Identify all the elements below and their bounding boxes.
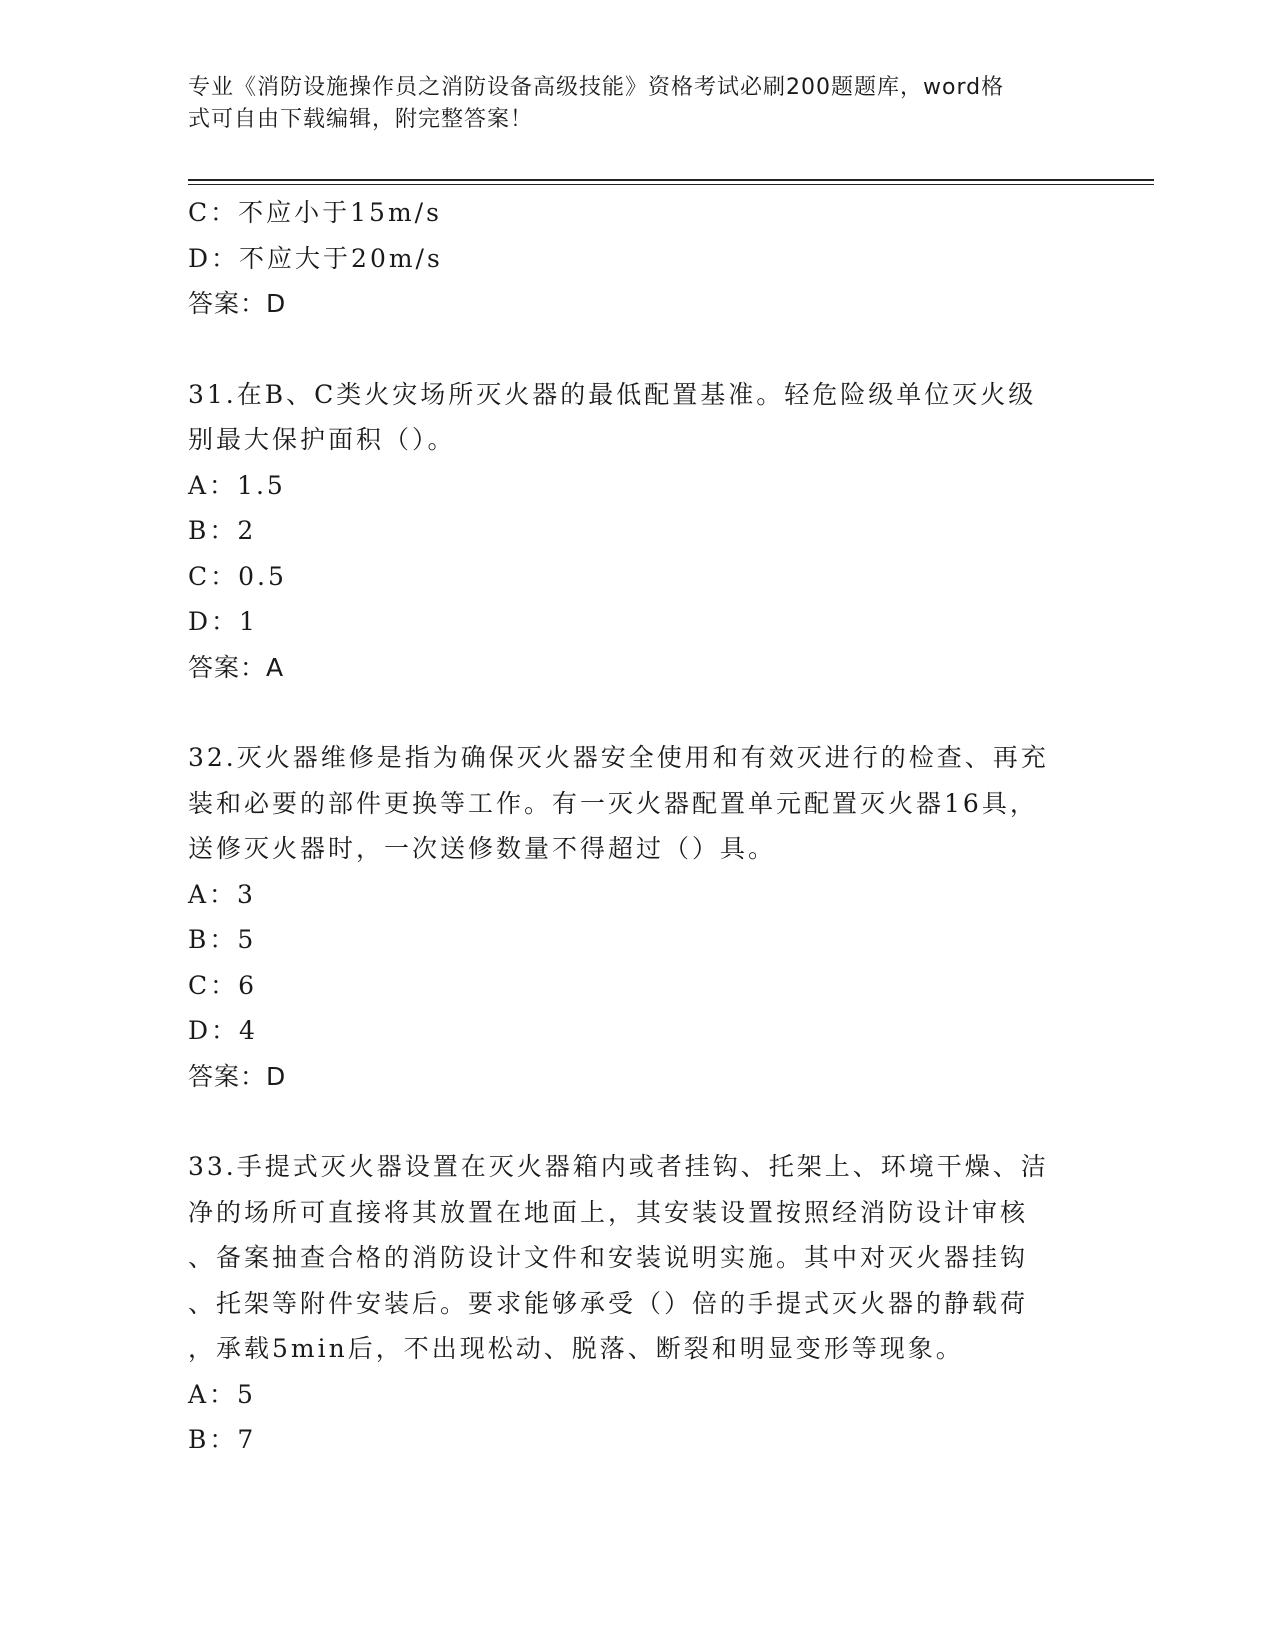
question-33 [188,1144,1088,1463]
q32-stem-line-3: 送修灭火器时，一次送修数量不得超过（）具。 [188,834,777,863]
question-32 [188,735,1088,1099]
q32-stem-line-1: 32.灭火器维修是指为确保灭火器安全使用和有效灭进行的检查、再充 [188,743,1049,772]
q33-option-a: A：5 [188,1379,256,1409]
q33-option-b: B：7 [188,1425,257,1454]
spacer [188,327,1088,372]
q33-stem-line-1: 33.手提式灭火器设置在灭火器箱内或者挂钩、托架上、环境干燥、洁 [188,1152,1049,1181]
page-header [188,72,1078,136]
header-rule-thick [188,179,1154,181]
header-rule-thin [188,184,1154,185]
q32-option-b: B：5 [188,925,257,954]
q33-stem-line-2: 净的场所可直接将其放置在地面上，其安装设置按照经消防设计审核 [188,1197,1029,1227]
q30-answer: 答案：D [188,289,287,318]
header-line-2: 式可自由下载编辑，附完整答案！ [188,107,534,132]
q33-stem-line-3: 、备案抽查合格的消防设计文件和安装说明实施。其中对灭火器挂钩 [188,1243,1029,1272]
q30-option-c: C：不应小于15m/s [188,198,442,227]
question-30-continued [188,190,1088,327]
q31-answer: 答案：A [188,652,285,682]
q32-stem-line-2: 装和必要的部件更换等工作。有一灭火器配置单元配置灭火器16具， [188,788,1038,818]
q31-option-a: A：1.5 [188,470,286,500]
q33-stem-line-4: 、托架等附件安装后。要求能够承受（）倍的手提式灭火器的静载荷 [188,1288,1029,1318]
q31-option-c: C：0.5 [188,561,287,591]
q31-stem-line-1: 31.在B、C类火灾场所灭火器的最低配置基准。轻危险级单位灭火级 [188,379,1037,409]
q32-option-c: C：6 [188,970,258,1000]
q31-option-d: D：1 [188,607,258,636]
q31-stem-line-2: 别最大保护面积（）。 [188,425,456,454]
header-line-1: 专业《消防设施操作员之消防设备高级技能》资格考试必刷200题题库，word格 [188,75,1005,100]
spacer [188,1099,1088,1144]
q32-answer: 答案：D [188,1061,287,1091]
spacer [188,690,1088,735]
q30-option-d: D：不应大于20m/s [188,243,443,273]
question-31 [188,372,1088,691]
q32-option-d: D：4 [188,1016,258,1045]
q31-option-b: B：2 [188,516,257,545]
q32-option-a: A：3 [188,879,256,909]
question-list [188,190,1088,1463]
q33-stem-line-5: ，承载5min后，不出现松动、脱落、断裂和明显变形等现象。 [188,1334,964,1363]
